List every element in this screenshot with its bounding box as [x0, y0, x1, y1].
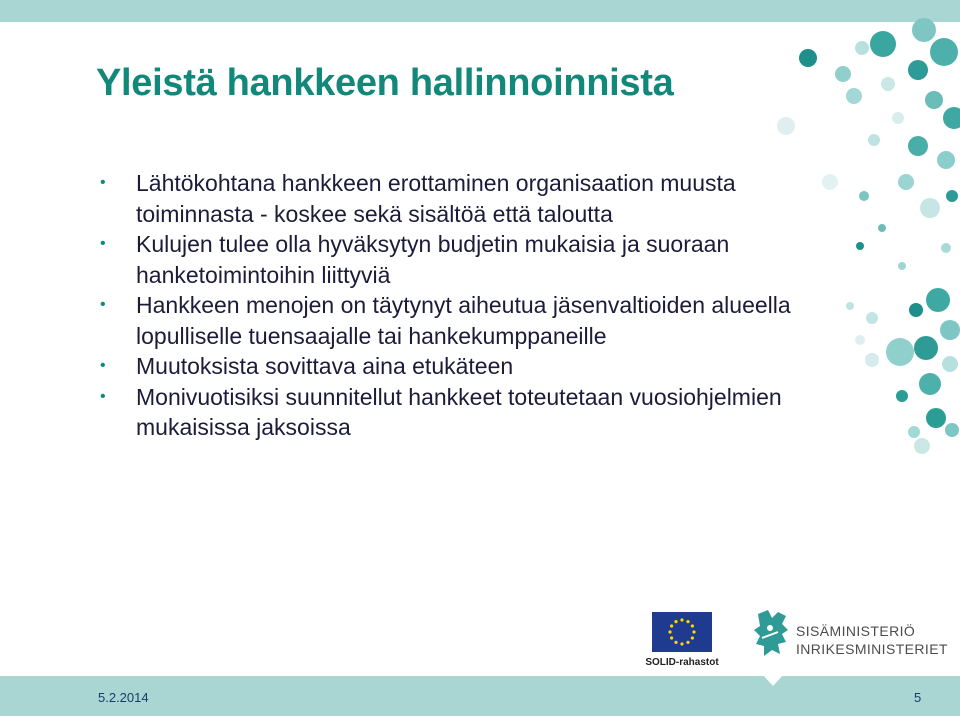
bullet-dot-icon: • — [100, 235, 106, 252]
eu-caption: SOLID-rahastot — [645, 657, 719, 668]
bullet-item — [100, 382, 840, 443]
bullet-dot-icon: • — [100, 296, 106, 313]
lion-crest-icon — [752, 608, 792, 660]
bullet-text: Lähtökohtana hankkeen erottaminen organisaation muusta toiminnasta - koskee sekä sisältöä että taloutta — [136, 170, 736, 227]
bullet-text: Muutoksista sovittava aina etukäteen — [136, 353, 514, 379]
bullet-list — [100, 168, 840, 443]
ministry-name-sv: INRIKESMINISTERIET — [796, 641, 948, 657]
page-number: 5 — [914, 690, 922, 705]
bullet-dot-icon: • — [100, 387, 106, 405]
footer-notch — [762, 674, 784, 686]
bullet-dot-icon: • — [100, 357, 106, 374]
ministry-name-fi: SISÄMINISTERIÖ — [796, 623, 916, 639]
top-band — [0, 0, 960, 22]
bullet-item — [100, 229, 840, 290]
bullet-text: Monivuotisiksi suunnitellut hankkeet toteutetaan vuosiohjelmien mukaisissa jaksoissa — [136, 383, 782, 440]
bullet-text: Hankkeen menojen on täytynyt aiheutua jäsenvaltioiden alueella lopulliselle tuensaajalle tai hankekumppaneille — [136, 292, 791, 349]
eu-flag-icon — [652, 612, 712, 652]
bullet-item — [100, 290, 840, 351]
bullet-item — [100, 351, 840, 382]
ministry-logo — [752, 608, 952, 664]
bullet-item — [100, 168, 840, 229]
footer-date: 5.2.2014 — [98, 690, 149, 705]
slide-title: Yleistä hankkeen hallinnoinnista — [96, 62, 674, 104]
bullet-dot-icon: • — [100, 174, 106, 191]
bullet-text: Kulujen tulee olla hyväksytyn budjetin mukaisia ja suoraan hanketoimintoihin liittyviä — [136, 231, 730, 288]
